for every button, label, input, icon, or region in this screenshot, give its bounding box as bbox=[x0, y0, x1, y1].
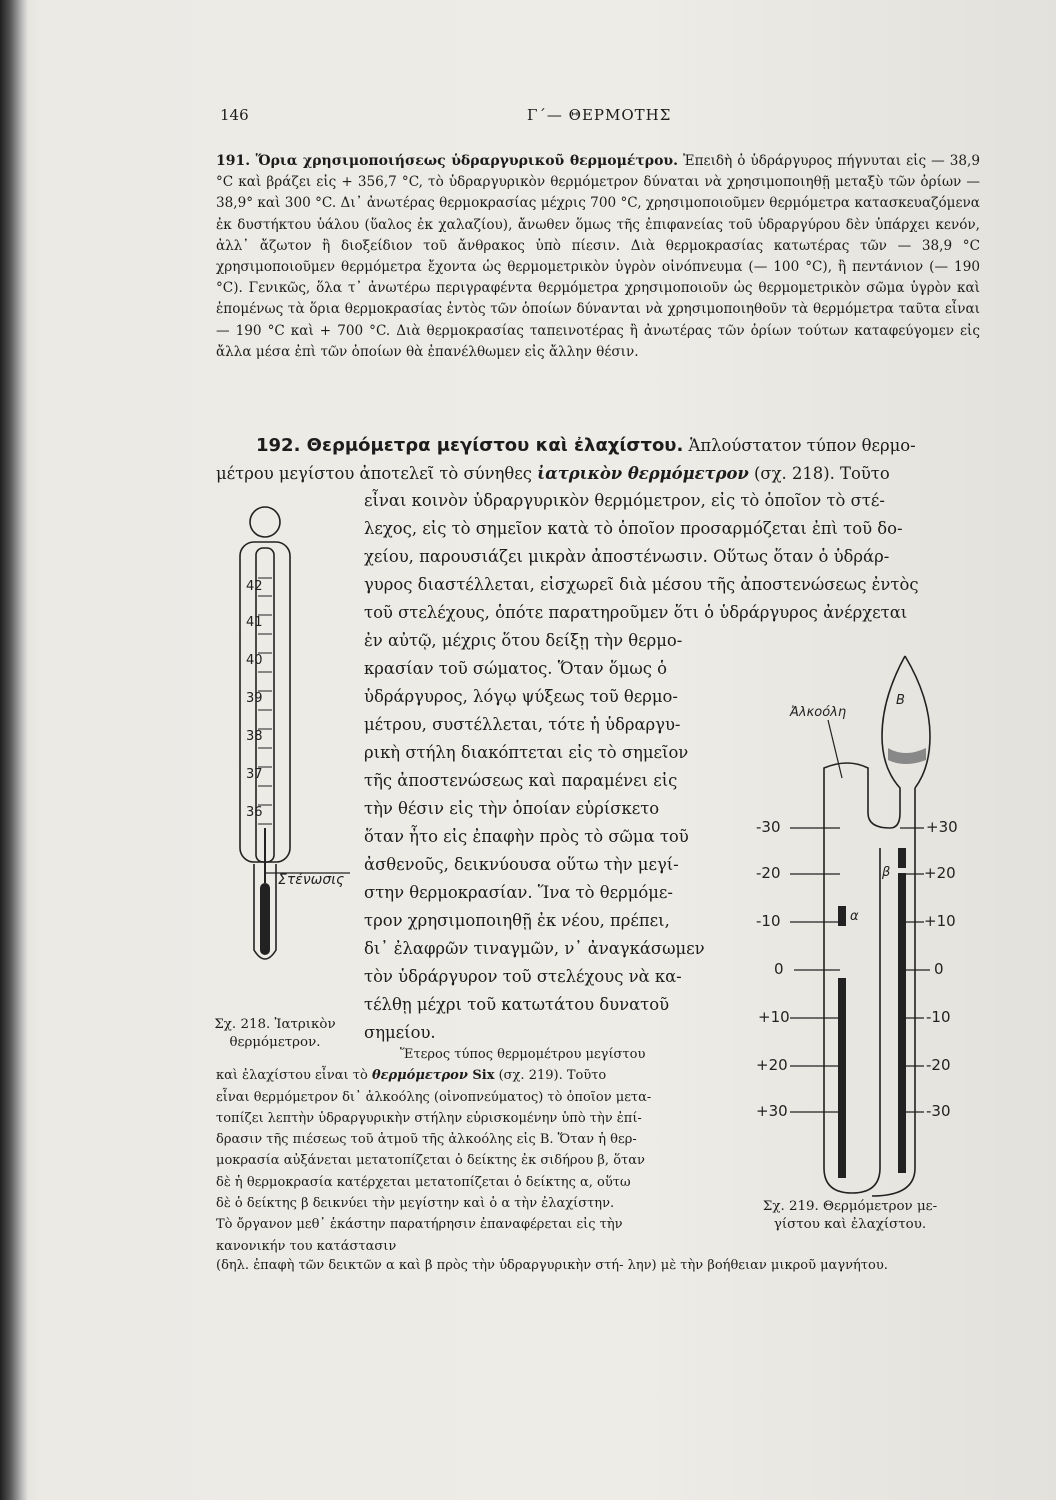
six-thermometer-tail: (δηλ. ἐπαφὴ τῶν δεικτῶν α καὶ β πρὸς τὴν ὑδραργυρικὴν στή- λην) μὲ τὴν βοήθειαν μικροῦ μαγνήτου. bbox=[216, 1258, 888, 1273]
book-binding-shadow bbox=[0, 0, 28, 1500]
section-192-body: εἶναι κοινὸν ὑδραργυρικὸν θερμόμετρον, εἰς τὸ ὁποῖον τὸ στέ- λεχος, εἰς τὸ σημεῖον κατὰ τὸ ὁποῖον προσαρμόζεται ἐπὶ τοῦ δο- χείου, παρουσιάζει μικρὰν ἀποστένωσιν. Οὕτως ὅταν ὁ ὑδράρ- γυρος διαστέλλεται, εἰσχωρεῖ διὰ μέσου τῆς ἀποστενώσεως ἐντὸς τοῦ στελέχους, ὁπότε παρατηροῦμεν ὅτι ὁ ὑδράργυρος ἀνέρχεται ἐν αὐτῷ, μέχρις ὅτου δείξῃ τὴν θερμο- κρασίαν τοῦ σώματος. Ὅταν ὅμως ὁ ὑδράργυρος, λόγῳ ψύξεως τοῦ θερμο- μέτρου, συστέλλεται, τότε ἡ ὑδραργυ- ρικὴ στήλη διακόπτεται εἰς τὸ σημεῖον τῆς ἀποστενώσεως καὶ παραμένει εἰς τὴν θέσιν εἰς τὴν ὁποίαν εὑρίσκετο ὅταν ἦτο εἰς ἐπαφὴν πρὸς τὸ σῶμα τοῦ ἀσθενοῦς, δεικνύουσα οὕτω τὴν μεγί- στην θερμοκρασίαν. Ἵνα τὸ θερμόμε- τρον χρησιμοποιηθῇ ἐκ νέου, πρέπει, δι᾽ ἐλαφρῶν τιναγμῶν, ν᾽ ἀναγκάσωμεν τὸν ὑδράργυρον τοῦ στελέχους νὰ κα- τέλθῃ μέχρι τοῦ κατωτάτου δυνατοῦ σημείου. bbox=[364, 491, 919, 1042]
alcohol-level bbox=[888, 748, 926, 764]
label-beta: β bbox=[882, 865, 891, 880]
svg-text:-10: -10 bbox=[926, 1008, 951, 1026]
svg-text:+30: +30 bbox=[926, 818, 958, 836]
figure-218-caption: Σχ. 218. Ἰατρικὸν θερμόμετρον. bbox=[214, 1017, 336, 1050]
svg-text:-30: -30 bbox=[926, 1102, 951, 1120]
running-head: Γ΄— ΘΕΡΜΟΤΗΣ bbox=[527, 106, 672, 124]
svg-text:0: 0 bbox=[774, 960, 784, 978]
label-alpha: α bbox=[850, 909, 859, 924]
alcohol-label: Ἀλκοόλη bbox=[790, 705, 847, 720]
mercury-column-left bbox=[838, 978, 846, 1178]
six-thermometer-paragraph: Ἕτερος τύπος θερμομέτρου μεγίστου καὶ ἐλαχίστου εἶναι τὸ θερμόμετρον Six (σχ. 219). Τοῦτο εἶναι θερμόμετρον δι᾽ ἀλκοόλης (οἰνοπνεύματος) τὸ ὁποῖον μετα- τοπίζει λεπτὴν ὑδραργυρικὴν στήλην εὑρισκομένην ὑπὸ τὴν ἐπί- δρασιν τῆς πιέσεως τοῦ ἀτμοῦ τῆς ἀλκοόλης εἰς B. Ὅταν ἡ θερ- μοκρασία αὐξάνεται μετατοπίζεται ὁ δείκτης ἐκ σιδήρου β, ὅταν δὲ ἡ θερμοκρασία κατέρχεται μετατοπίζεται ὁ δείκτης α, οὕτω δὲ ὁ δείκτης β δεικνύει τὴν μεγίστην καὶ ὁ α τὴν ἐλαχίστην. Τὸ ὄργανον μεθ᾽ ἑκάστην παρατήρησιν ἐπαναφέρεται εἰς τὴν κανονικήν του κατάστασιν bbox=[216, 1047, 652, 1254]
thermometer-top-ring bbox=[250, 507, 280, 537]
svg-text:+30: +30 bbox=[756, 1102, 788, 1120]
svg-text:-10: -10 bbox=[756, 912, 781, 930]
scale-label-37: 37 bbox=[246, 767, 263, 782]
figure-219-caption: Σχ. 219. Θερμόμετρον με- γίστου καὶ ἐλαχίστου. bbox=[762, 1199, 938, 1232]
scale-label-42: 42 bbox=[246, 579, 263, 594]
figure-218-clinical-thermometer bbox=[230, 498, 370, 998]
section-191 bbox=[216, 151, 980, 363]
mercury-column-right bbox=[898, 873, 906, 1173]
svg-text:+20: +20 bbox=[756, 1056, 788, 1074]
label-B: B bbox=[896, 693, 905, 708]
section-192-first-line: μέτρου μεγίστου ἀποτελεῖ τὸ σύνηθες ἰατρικὸν θερμόμετρον (σχ. 218). Τοῦτο bbox=[216, 464, 890, 483]
section-192-heading bbox=[256, 432, 984, 460]
svg-text:-20: -20 bbox=[926, 1056, 951, 1074]
scale-label-40: 40 bbox=[246, 653, 263, 668]
svg-text:-20: -20 bbox=[756, 864, 781, 882]
svg-text:+20: +20 bbox=[924, 864, 956, 882]
mercury-bulb bbox=[260, 883, 270, 955]
page-number: 146 bbox=[220, 106, 249, 124]
section-192-lead: Ἁπλούστατον τύπον θερμο- bbox=[688, 436, 916, 455]
svg-text:+10: +10 bbox=[758, 1008, 790, 1026]
section-191-text: Ἐπειδὴ ὁ ὑδράργυρος πήγνυται εἰς — 38,9 °C καὶ βράζει εἰς + 356,7 °C, τὸ ὑδραργυρικὸν θερμόμετρον δύναται νὰ χρησιμοποιηθῇ μεταξὺ τῶν ὁρίων — 38,9° καὶ 300 °C. Δι᾽ ἀνωτέρας θερμοκρασίας μέχρις 700 °C, χρησιμοποιοῦμεν θερμόμετρα κατασκευαζόμενα ἐκ δυστήκτου ὑάλου (ὕαλος ἐκ χαλαζίου), ἄνωθεν ὅμως τῆς ἐπιφανείας τοῦ ὑδραργύρου δὲν ὑπάρχει κενόν, ἀλλ᾽ ἄζωτον ἢ διοξείδιον τοῦ ἄνθρακος ὑπὸ πίεσιν. Διὰ θερμοκρασίας κατωτέρας τῶν — 38,9 °C χρησιμοποιοῦμεν θερμόμετρα ἔχοντα ὡς θερμομετρικὸν ὑγρὸν οἰνόπνευμα (— 100 °C), ἢ πεντάνιον (— 190 °C). Γενικῶς, ὅλα τ᾽ ἀνωτέρω περιγραφέντα θερμόμετρα χρησιμοποιοῦν ὡς θερμομετρικὸν σῶμα ὑγρὸν καὶ ἑπομένως τὰ ὅρια θερμοκρασίας ἐντὸς τῶν ὁποίων δύνανται νὰ χρησιμοποιηθοῦν τὰ θερμόμετρα ταῦτα εἶναι — 190 °C καὶ + 700 °C. Διὰ θερμοκρασίας ταπεινοτέρας ἢ ἀνωτέρας τῶν ὁρίων τούτων καταφεύγομεν εἰς ἄλλα μέσα ἐπὶ τῶν ὁποίων θὰ ἐπανέλθωμεν εἰς ἄλλην θέσιν. bbox=[216, 153, 980, 360]
scale-label-41: 41 bbox=[246, 615, 263, 630]
stenosis-label: Στένωσις bbox=[278, 872, 345, 888]
svg-text:+10: +10 bbox=[924, 912, 956, 930]
section-191-title: 191. Ὅρια χρησιμοποιήσεως ὑδραργυρικοῦ θερμομέτρου. bbox=[216, 153, 678, 169]
scale-label-39: 39 bbox=[246, 691, 263, 706]
scale-label-38: 38 bbox=[246, 729, 263, 744]
clinical-thermometer-term: ἰατρικὸν θερμόμετρον bbox=[537, 464, 749, 483]
thermometer-term: θερμόμετρον bbox=[371, 1068, 468, 1084]
svg-text:0: 0 bbox=[934, 960, 944, 978]
figure-219-six-thermometer bbox=[750, 648, 970, 1198]
scale-label-36: 36 bbox=[246, 805, 263, 820]
svg-text:-30: -30 bbox=[756, 818, 781, 836]
section-192-title: 192. Θερμόμετρα μεγίστου καὶ ἐλαχίστου. bbox=[256, 435, 684, 456]
